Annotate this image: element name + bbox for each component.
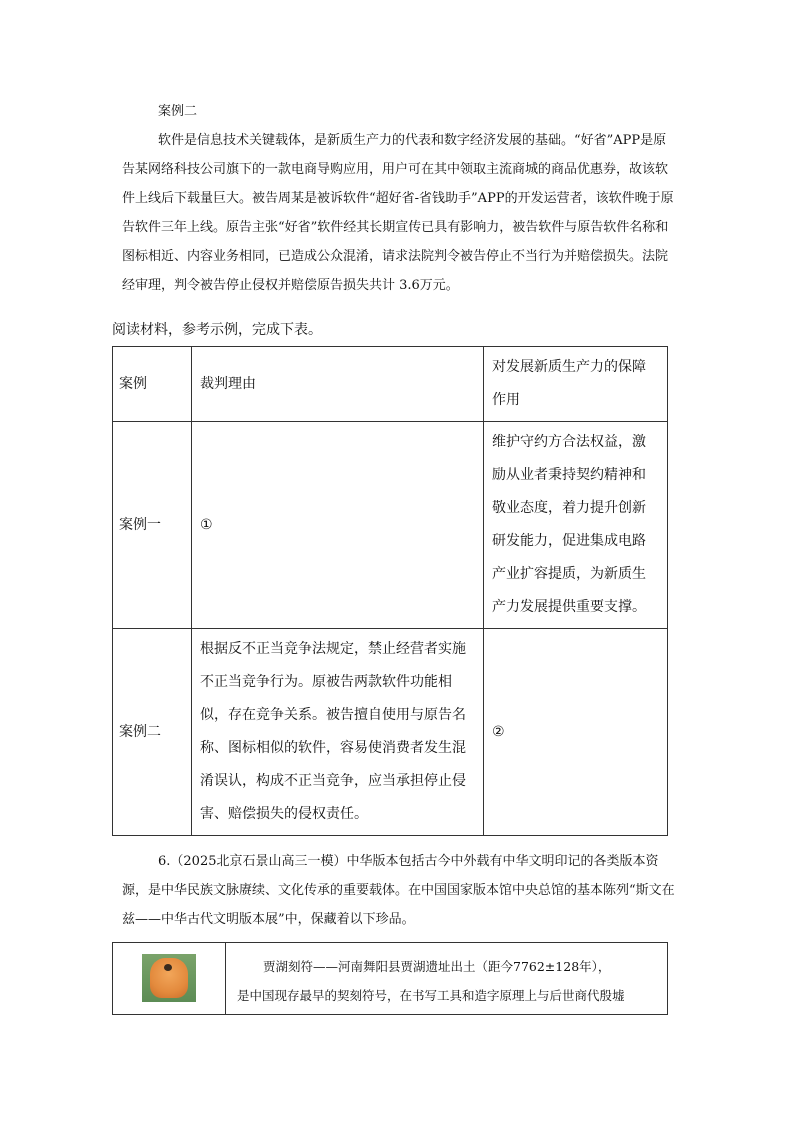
header-case: 案例 [113,347,192,422]
case2-heading: 案例二 [158,104,198,119]
carved-symbol [164,964,172,971]
artifact-text-cell [226,943,668,1015]
artifact-image-cell [113,943,226,1015]
artifact-table [112,942,668,1015]
question-6-text: 6.（2025北京石景山高三一模）中华版本包括古今中外载有中华文明印记的各类版本资源，是中华民族文脉赓续、文化传承的重要载体。在中国国家版本馆中央总馆的基本陈列“斯文在兹——中华古代文明版本展”中，保藏着以下珍品。 [122,854,675,927]
row2-case: 案例二 [113,629,192,836]
table-row [113,943,668,1015]
row1-role: 维护守约方合法权益，激励从业者秉持契约精神和敬业态度，着力提升创新研发能力，促进集成电路产业扩容提质，为新质生产力发展提供重要支撑。 [484,422,668,629]
row2-role-blank: ② [484,629,668,836]
instruction-text: 阅读材料，参考示例，完成下表。 [112,322,322,338]
answer-table [112,346,668,836]
header-role: 对发展新质生产力的保障作用 [484,347,668,422]
case2-section [122,97,678,300]
case2-body: 软件是信息技术关键载体，是新质生产力的代表和数字经济发展的基础。“好省”APP是原告某网络科技公司旗下的一款电商导购应用，用户可在其中领取主流商城的商品优惠券，故该软件上线后下载量巨大。被告周某是被诉软件“超好省-省钱助手”APP的开发运营者，该软件晚于原告软件三年上线。原告主张“好省”软件经其长期宣传已具有影响力，被告软件与原告软件名称和图标相近、内容业务相同，已造成公众混淆，请求法院判令被告停止不当行为并赔偿损失。法院经审理，判令被告停止侵权并赔偿原告损失共计 3.6万元。 [122,133,674,293]
row1-case: 案例一 [113,422,192,629]
header-reason: 裁判理由 [192,347,484,422]
row2-reason: 根据反不正当竞争法规定，禁止经营者实施不正当竞争行为。原被告两款软件功能相似，存在竞争关系。被告擅自使用与原告名称、图标相似的软件，容易使消费者发生混淆误认，构成不正当竞争，应当承担停止侵害、赔偿损失的侵权责任。 [192,629,484,836]
artifact-line-1: 贾湖刻符——河南舞阳县贾湖遗址出土（距今7762±128年）， [263,959,611,974]
artifact-line-2: 是中国现存最早的契刻符号，在书写工具和造字原理上与后世商代殷墟 [237,988,625,1003]
table-row [113,422,668,629]
table-row [113,629,668,836]
jiahu-tortoise-shell-image [142,954,196,1002]
table-header-row [113,347,668,422]
row1-reason-blank: ① [192,422,484,629]
question-6 [122,847,678,934]
